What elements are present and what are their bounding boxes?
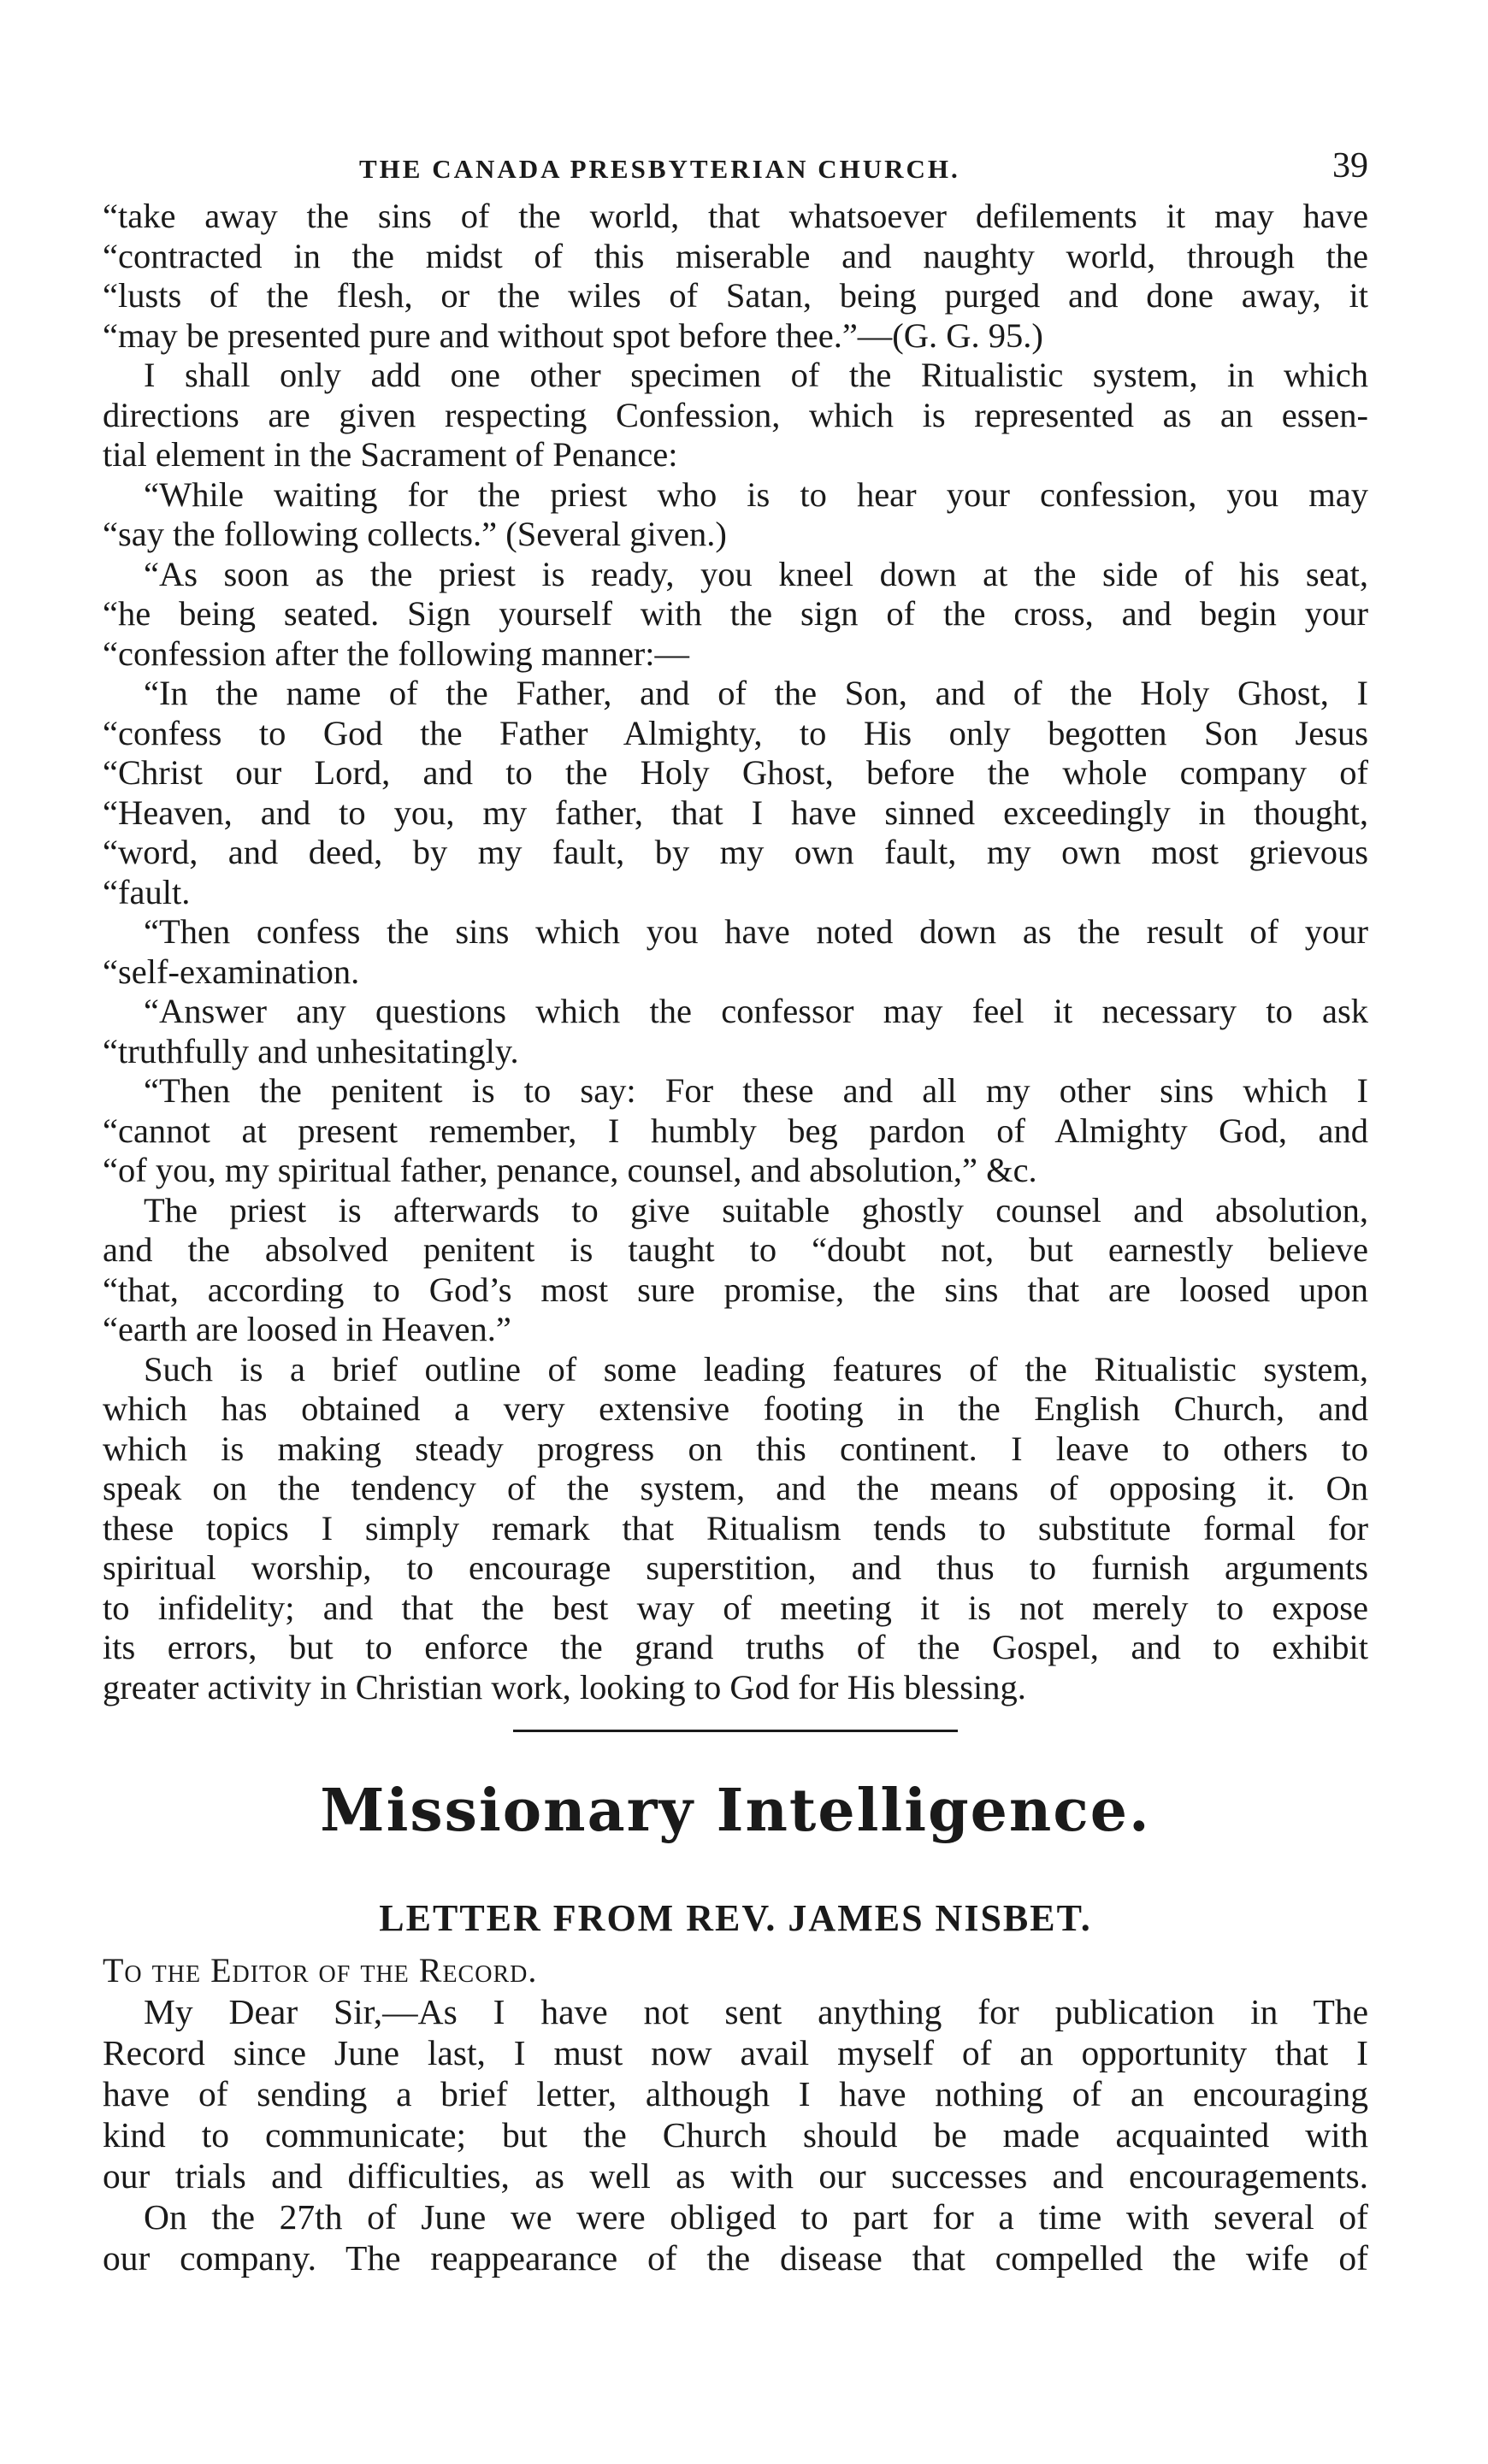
text-line: “fault. (103, 872, 191, 911)
letter-text-line: Record since June last, I must now avail myself of an opportunity that I (103, 2033, 1368, 2072)
text-line: tial element in the Sacrament of Penance: (103, 435, 678, 474)
text-line: which has obtained a very extensive footing in the English Church, and (103, 1389, 1368, 1428)
text-line: “take away the sins of the world, that whatsoever defilements it may have (103, 197, 1368, 235)
text-line: “In the name of the Father, and of the Son, and of the Holy Ghost, I (144, 674, 1368, 712)
text-line: spiritual worship, to encourage superstition, and thus to furnish arguments (103, 1548, 1368, 1587)
text-line: “Heaven, and to you, my father, that I have sinned exceedingly in thought, (103, 793, 1368, 832)
text-line: “lusts of the flesh, or the wiles of Satan, being purged and done away, it (103, 276, 1368, 315)
letter-text-line: kind to communicate; but the Church should be made acquainted with (103, 2115, 1368, 2155)
text-line: “that, according to God’s most sure promise, the sins that are loosed upon (103, 1270, 1368, 1309)
letter-text-line: On the 27th of June we were obliged to part for a time with several of (144, 2197, 1368, 2237)
text-line: “Answer any questions which the confessor may feel it necessary to ask (144, 992, 1368, 1030)
article-title: LETTER FROM REV. JAMES NISBET. (379, 1897, 1092, 1939)
body-text-upper (103, 197, 1368, 1707)
text-line: “of you, my spiritual father, penance, counsel, and absolution,” &c. (103, 1151, 1037, 1189)
letter-text-line: our trials and difficulties, as well as with our successes and encouragements. (103, 2156, 1368, 2196)
text-line: directions are given respecting Confession, which is represented as an essen- (103, 395, 1368, 434)
text-line: “Then confess the sins which you have noted down as the result of your (144, 912, 1368, 951)
body-text-lower (103, 1991, 1368, 2278)
text-line: “While waiting for the priest who is to hear your confession, you may (144, 475, 1368, 514)
text-line: “truthfully and unhesitatingly. (103, 1031, 519, 1070)
text-line: “may be presented pure and without spot before thee.”—(G. G. 95.) (103, 315, 1043, 355)
page-number: 39 (1332, 146, 1368, 186)
book-page (103, 128, 1368, 2278)
section-divider-rule (513, 1730, 958, 1732)
text-line: “cannot at present remember, I humbly beg pardon of Almighty God, and (103, 1111, 1368, 1150)
text-line: “he being seated. Sign yourself with the sign of the cross, and begin your (103, 594, 1368, 633)
running-head (103, 128, 1368, 197)
letter-text-line: have of sending a brief letter, although I have nothing of an encouraging (103, 2074, 1368, 2113)
text-line: speak on the tendency of the system, and the means of opposing it. On (103, 1469, 1368, 1507)
text-line: to infidelity; and that the best way of meeting it is not merely to expose (103, 1588, 1368, 1627)
letter-text-line: My Dear Sir,—As I have not sent anything for publication in The (144, 1992, 1368, 2031)
text-line: “earth are loosed in Heaven.” (103, 1310, 511, 1348)
text-line: which is making steady progress on this continent. I leave to others to (103, 1429, 1368, 1468)
text-line: “word, and deed, by my fault, by my own fault, my own most grievous (103, 833, 1368, 871)
text-line: I shall only add one other specimen of the Ritualistic system, in which (144, 356, 1368, 394)
letter-salutation: To the Editor of the Record. (103, 1951, 538, 1989)
text-line: these topics I simply remark that Ritualism tends to substitute formal for (103, 1508, 1368, 1547)
text-line: “Then the penitent is to say: For these and all my other sins which I (144, 1071, 1368, 1110)
text-line: “Christ our Lord, and to the Holy Ghost, before the whole company of (103, 753, 1368, 792)
text-line: The priest is afterwards to give suitable ghostly counsel and absolution, (144, 1190, 1368, 1229)
text-line: “contracted in the midst of this miserable and naughty world, through the (103, 236, 1368, 275)
text-line: its errors, but to enforce the grand truths of the Gospel, and to exhibit (103, 1628, 1368, 1666)
text-line: “As soon as the priest is ready, you kneel down at the side of his seat, (144, 554, 1368, 593)
text-line: “say the following collects.” (Several given.) (103, 515, 727, 553)
text-line: greater activity in Christian work, looking to God for His blessing. (103, 1667, 1026, 1707)
text-line: Such is a brief outline of some leading features of the Ritualistic system, (144, 1349, 1368, 1388)
running-title: THE CANADA PRESBYTERIAN CHURCH. (359, 154, 960, 184)
text-line: “confess to God the Father Almighty, to His only begotten Son Jesus (103, 713, 1368, 752)
text-line: “self-examination. (103, 952, 360, 991)
text-line: “confession after the following manner:— (103, 634, 690, 673)
text-line: and the absolved penitent is taught to “doubt not, but earnestly believe (103, 1230, 1368, 1269)
letter-text-line: our company. The reappearance of the disease that compelled the wife of (103, 2238, 1368, 2278)
section-heading: Missionary Intelligence. (320, 1777, 1151, 1845)
